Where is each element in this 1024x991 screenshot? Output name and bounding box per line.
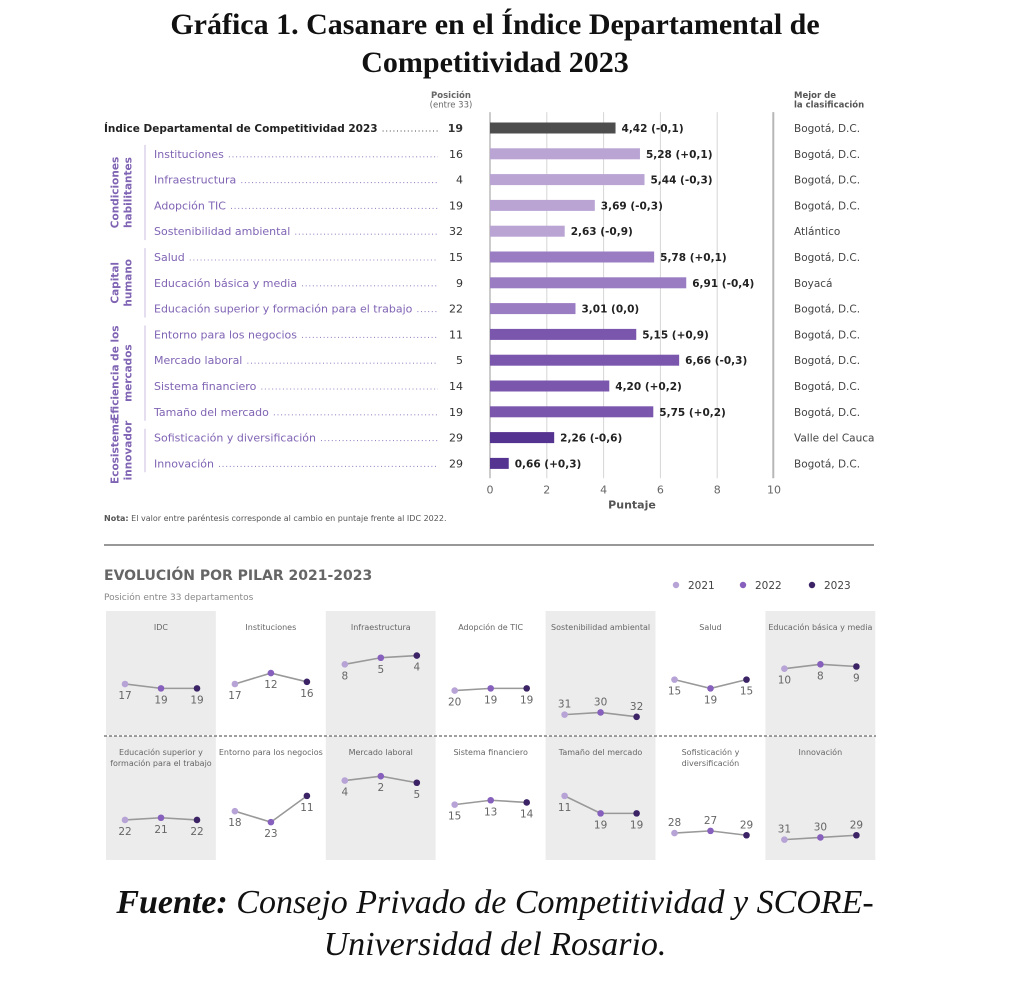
panel-value-label: 9 bbox=[853, 672, 860, 685]
bar-row bbox=[154, 225, 840, 238]
group-label-text: Condiciones bbox=[109, 156, 122, 229]
panel-point bbox=[158, 685, 165, 692]
panel-value-label: 5 bbox=[413, 788, 421, 801]
legend-marker bbox=[809, 582, 815, 588]
bar-value-label: 2,26 (-0,6) bbox=[560, 432, 623, 445]
best-department: Boyacá bbox=[794, 277, 833, 290]
row-label: Mercado laboral bbox=[154, 354, 243, 368]
x-tick-label: 2 bbox=[543, 483, 551, 497]
panel-point bbox=[853, 663, 860, 670]
source-line-2: Universidad del Rosario. bbox=[323, 926, 667, 963]
panel-point bbox=[304, 793, 311, 800]
panel-value-label: 4 bbox=[341, 786, 349, 799]
group-label-text: Ecosistema bbox=[109, 417, 122, 484]
panel-title: Mercado laboral bbox=[348, 748, 413, 757]
bar bbox=[490, 329, 636, 340]
bar-row bbox=[154, 432, 874, 445]
panel-value-label: 15 bbox=[739, 685, 754, 698]
best-department: Bogotá, D.C. bbox=[794, 458, 861, 471]
x-tick-label: 10 bbox=[767, 483, 781, 497]
evolution-title: EVOLUCIÓN POR PILAR 2021-2023 bbox=[104, 568, 373, 584]
row-label: Entorno para los negocios bbox=[154, 328, 298, 342]
position-value: 19 bbox=[447, 122, 463, 135]
panel-point bbox=[597, 709, 604, 716]
panel-value-label: 32 bbox=[629, 700, 644, 713]
panel-point bbox=[158, 814, 165, 821]
group-label bbox=[110, 248, 146, 317]
panel-value-label: 28 bbox=[667, 817, 682, 830]
bar bbox=[490, 303, 575, 314]
bar-value-label: 2,63 (-0,9) bbox=[570, 226, 633, 239]
panel-value-label: 22 bbox=[118, 825, 132, 838]
pillar-panel bbox=[216, 611, 326, 735]
panel-title: Adopción de TIC bbox=[458, 623, 524, 632]
best-department: Bogotá, D.C. bbox=[794, 406, 861, 419]
position-header: Posición bbox=[431, 91, 471, 101]
bar-value-label: 5,28 (+0,1) bbox=[645, 148, 713, 161]
best-department: Bogotá, D.C. bbox=[794, 329, 861, 342]
panel-title: Sistema financiero bbox=[453, 748, 528, 757]
bar-row bbox=[154, 303, 860, 316]
panel-title: diversificación bbox=[681, 759, 740, 768]
bar bbox=[490, 123, 616, 134]
row-label: Sofisticación y diversificación bbox=[154, 431, 316, 445]
x-tick-label: 0 bbox=[486, 483, 494, 497]
panel-value-label: 19 bbox=[484, 694, 498, 707]
panel-value-label: 31 bbox=[777, 823, 792, 836]
position-value: 5 bbox=[456, 354, 463, 368]
panel-value-label: 16 bbox=[300, 687, 314, 700]
best-department: Bogotá, D.C. bbox=[794, 123, 861, 135]
panel-title: IDC bbox=[153, 623, 169, 632]
panel-value-label: 17 bbox=[228, 690, 242, 702]
panel-value-label: 18 bbox=[228, 817, 242, 830]
evolution-chart bbox=[104, 566, 876, 860]
pillar-panel bbox=[326, 611, 436, 735]
source-line-1: Consejo Privado de Competitividad y SCORE- bbox=[236, 884, 874, 921]
position-value: 29 bbox=[449, 431, 463, 445]
bar-value-label: 5,75 (+0,2) bbox=[659, 406, 726, 419]
panel-title: Salud bbox=[699, 623, 722, 632]
bar-value-label: 5,15 (+0,9) bbox=[642, 329, 709, 342]
best-department: Valle del Cauca bbox=[794, 432, 875, 445]
position-value: 32 bbox=[449, 225, 463, 239]
panel-point bbox=[268, 670, 275, 677]
legend-marker bbox=[673, 582, 679, 588]
bar bbox=[490, 432, 554, 443]
panel-point bbox=[633, 810, 640, 817]
bar bbox=[490, 200, 595, 211]
panel-point bbox=[451, 687, 458, 694]
x-tick-label: 8 bbox=[713, 483, 721, 497]
panel-value-label: 29 bbox=[849, 819, 864, 832]
panel-point bbox=[194, 685, 201, 692]
panel-value-label: 19 bbox=[154, 694, 168, 707]
panel-title: Innovación bbox=[798, 748, 843, 757]
bar-row bbox=[104, 122, 860, 135]
best-department: Bogotá, D.C. bbox=[794, 252, 861, 264]
panel-point bbox=[781, 665, 788, 672]
panel-value-label: 30 bbox=[813, 821, 828, 834]
panel-point bbox=[194, 817, 201, 824]
panel-value-label: 8 bbox=[341, 670, 349, 683]
position-value: 4 bbox=[456, 173, 463, 187]
panel-value-label: 13 bbox=[484, 806, 498, 819]
row-label: Tamaño del mercado bbox=[154, 405, 269, 419]
best-department: Atlántico bbox=[794, 226, 841, 239]
panel-title: Entorno para los negocios bbox=[218, 748, 323, 757]
position-value: 19 bbox=[449, 405, 463, 419]
panel-point bbox=[378, 654, 385, 661]
bar bbox=[490, 252, 654, 263]
bar-value-label: 4,42 (-0,1) bbox=[621, 123, 684, 135]
panel-point bbox=[853, 832, 860, 839]
position-header: (entre 33) bbox=[429, 100, 473, 111]
evolution-subtitle: Posición entre 33 departamentos bbox=[104, 593, 254, 603]
panel-point bbox=[232, 681, 239, 688]
bar bbox=[490, 277, 686, 288]
legend-label: 2021 bbox=[688, 580, 715, 592]
bar-value-label: 3,01 (0,0) bbox=[581, 303, 640, 316]
panel-point bbox=[342, 661, 349, 668]
best-department: Bogotá, D.C. bbox=[794, 381, 861, 393]
group-label bbox=[110, 145, 146, 240]
row-label: Educación superior y formación para el trabajo bbox=[154, 302, 413, 316]
bar bbox=[490, 226, 565, 237]
panel-value-label: 23 bbox=[264, 828, 278, 841]
bar-row bbox=[154, 328, 860, 341]
bar-row bbox=[154, 251, 860, 264]
panel-point bbox=[378, 773, 385, 780]
bar-value-label: 5,44 (-0,3) bbox=[650, 174, 713, 187]
panel-value-label: 19 bbox=[190, 694, 204, 707]
row-label: Sostenibilidad ambiental bbox=[154, 225, 291, 239]
row-label: Infraestructura bbox=[154, 173, 237, 187]
row-label: Adopción TIC bbox=[154, 199, 226, 213]
panel-point bbox=[342, 777, 349, 784]
panel-value-label: 21 bbox=[154, 823, 168, 836]
panel-point bbox=[817, 834, 824, 841]
panel-value-label: 11 bbox=[557, 801, 572, 814]
panel-value-label: 10 bbox=[777, 674, 792, 687]
source-note bbox=[0, 882, 990, 966]
pillar-panel bbox=[326, 736, 436, 860]
panel-value-label: 11 bbox=[300, 801, 314, 814]
bar-value-label: 5,78 (+0,1) bbox=[660, 252, 727, 264]
row-label: Innovación bbox=[154, 457, 214, 471]
panel-title: Infraestructura bbox=[350, 623, 411, 632]
group-label-text: humano bbox=[122, 258, 135, 307]
pillar-panel bbox=[216, 736, 326, 860]
panel-point bbox=[707, 828, 714, 835]
bar bbox=[490, 381, 609, 392]
bar-row bbox=[154, 174, 860, 187]
panel-point bbox=[707, 685, 714, 692]
panel-title: Sofisticación y bbox=[681, 748, 740, 757]
group-label bbox=[110, 417, 146, 484]
panel-value-label: 30 bbox=[593, 696, 608, 709]
panel-point bbox=[487, 685, 494, 692]
panel-value-label: 15 bbox=[448, 810, 462, 823]
panel-value-label: 20 bbox=[448, 696, 462, 709]
panel-point bbox=[817, 661, 824, 668]
group-label-text: innovador bbox=[122, 420, 135, 481]
bar bbox=[490, 355, 679, 366]
position-value: 19 bbox=[449, 199, 463, 213]
position-value: 29 bbox=[449, 457, 463, 471]
panel-point bbox=[633, 714, 640, 721]
bar-value-label: 6,66 (-0,3) bbox=[685, 355, 748, 368]
panel-value-label: 2 bbox=[377, 782, 385, 795]
bar bbox=[490, 406, 653, 417]
x-tick-label: 4 bbox=[600, 483, 608, 497]
panel-title: Instituciones bbox=[245, 623, 297, 632]
source-label: Fuente: bbox=[116, 884, 228, 921]
panel-point bbox=[523, 799, 530, 806]
panel-point bbox=[671, 830, 678, 837]
pillar-panel bbox=[765, 611, 875, 735]
bar bbox=[490, 148, 640, 159]
best-department: Bogotá, D.C. bbox=[794, 200, 861, 213]
bar bbox=[490, 458, 509, 469]
panel-point bbox=[743, 676, 750, 683]
row-label: Sistema financiero bbox=[154, 380, 257, 393]
panel-point bbox=[122, 817, 129, 824]
x-tick-label: 6 bbox=[656, 483, 664, 497]
panel-point bbox=[781, 836, 788, 843]
best-department: Bogotá, D.C. bbox=[794, 355, 861, 368]
bar-row bbox=[154, 277, 832, 290]
position-value: 9 bbox=[456, 276, 463, 290]
group-label-text: habilitantes bbox=[122, 157, 135, 228]
bar-row bbox=[154, 199, 860, 212]
best-header: Mejor de bbox=[794, 91, 836, 101]
best-department: Bogotá, D.C. bbox=[794, 174, 861, 187]
panel-point bbox=[523, 685, 530, 692]
panel-value-label: 27 bbox=[703, 814, 718, 827]
best-department: Bogotá, D.C. bbox=[794, 148, 861, 161]
pillar-panel bbox=[436, 611, 546, 735]
bar-value-label: 3,69 (-0,3) bbox=[600, 200, 663, 213]
position-value: 11 bbox=[449, 328, 463, 342]
bar-row bbox=[154, 354, 860, 367]
panel-point bbox=[268, 819, 275, 826]
row-label: Instituciones bbox=[154, 147, 224, 161]
panel-title: formación para el trabajo bbox=[110, 759, 212, 768]
bar-chart bbox=[104, 90, 874, 545]
bar-row bbox=[153, 406, 860, 419]
panel-point bbox=[451, 801, 458, 808]
pillar-panel bbox=[656, 611, 766, 735]
pillar-panel bbox=[546, 611, 656, 735]
pillar-panel bbox=[656, 736, 766, 860]
legend-label: 2023 bbox=[824, 580, 851, 592]
bar-row bbox=[154, 457, 860, 470]
panel-point bbox=[597, 810, 604, 817]
panel-value-label: 14 bbox=[520, 808, 534, 821]
bar-value-label: 4,20 (+0,2) bbox=[615, 381, 682, 393]
panel-point bbox=[487, 797, 494, 804]
best-header: la clasificación bbox=[794, 100, 865, 111]
legend-marker bbox=[740, 582, 746, 588]
row-label: Educación básica y media bbox=[154, 276, 298, 290]
panel-point bbox=[671, 676, 678, 683]
panel-value-label: 17 bbox=[118, 690, 132, 702]
panel-value-label: 19 bbox=[520, 694, 534, 707]
x-axis-label: Puntaje bbox=[608, 498, 656, 512]
panel-value-label: 15 bbox=[667, 685, 682, 698]
panel-value-label: 8 bbox=[817, 670, 824, 683]
panel-value-label: 29 bbox=[739, 819, 754, 832]
pillar-panel bbox=[436, 736, 546, 860]
row-label: Salud bbox=[154, 251, 185, 264]
bar-value-label: 0,66 (+0,3) bbox=[514, 458, 582, 471]
panel-value-label: 5 bbox=[377, 663, 385, 676]
chart-note bbox=[104, 513, 446, 523]
panel-title: Sostenibilidad ambiental bbox=[551, 623, 651, 632]
panel-value-label: 19 bbox=[593, 819, 608, 832]
pillar-panel bbox=[106, 611, 216, 735]
panel-point bbox=[561, 711, 568, 718]
panel-point bbox=[122, 681, 129, 688]
position-value: 14 bbox=[449, 380, 463, 393]
figure-title-line-1: Gráfica 1. Casanare en el Índice Departamental de bbox=[170, 8, 820, 41]
panel-value-label: 22 bbox=[190, 825, 204, 838]
panel-point bbox=[561, 793, 568, 800]
panel-value-label: 31 bbox=[557, 698, 572, 711]
position-value: 16 bbox=[449, 147, 463, 161]
best-department: Bogotá, D.C. bbox=[794, 303, 861, 316]
row-label: Índice Departamental de Competitividad 2023 bbox=[104, 123, 378, 135]
panel-point bbox=[232, 808, 239, 815]
pillar-panel bbox=[765, 736, 875, 860]
panel-title: Tamaño del mercado bbox=[558, 748, 643, 757]
panel-title: Educación básica y media bbox=[768, 623, 873, 632]
position-value: 15 bbox=[449, 251, 463, 264]
pillar-panel bbox=[106, 736, 216, 860]
panel-value-label: 19 bbox=[629, 819, 644, 832]
chart-note-label: Nota: bbox=[104, 514, 129, 523]
panel-value-label: 19 bbox=[703, 694, 718, 707]
figure-title-line-2: Competitividad 2023 bbox=[361, 46, 629, 79]
bar bbox=[490, 174, 644, 185]
pillar-panel bbox=[546, 736, 656, 860]
group-label bbox=[110, 325, 146, 420]
group-label-text: mercados bbox=[122, 344, 135, 402]
position-value: 22 bbox=[449, 302, 463, 316]
panel-value-label: 12 bbox=[264, 679, 278, 692]
chart-note-text: El valor entre paréntesis corresponde al cambio en puntaje frente al IDC 2022. bbox=[128, 514, 447, 523]
panel-point bbox=[414, 652, 421, 659]
panel-title: Educación superior y bbox=[119, 748, 203, 757]
group-label-text: Capital bbox=[109, 261, 122, 304]
panel-point bbox=[414, 779, 421, 786]
panel-value-label: 4 bbox=[413, 661, 421, 674]
panel-point bbox=[743, 832, 750, 839]
legend-label: 2022 bbox=[755, 580, 782, 592]
group-label-text: Eficiencia de los bbox=[109, 325, 122, 421]
bar-row bbox=[154, 380, 860, 393]
bar-row bbox=[154, 148, 860, 161]
panel-point bbox=[304, 679, 311, 686]
bar-value-label: 6,91 (-0,4) bbox=[692, 277, 755, 290]
